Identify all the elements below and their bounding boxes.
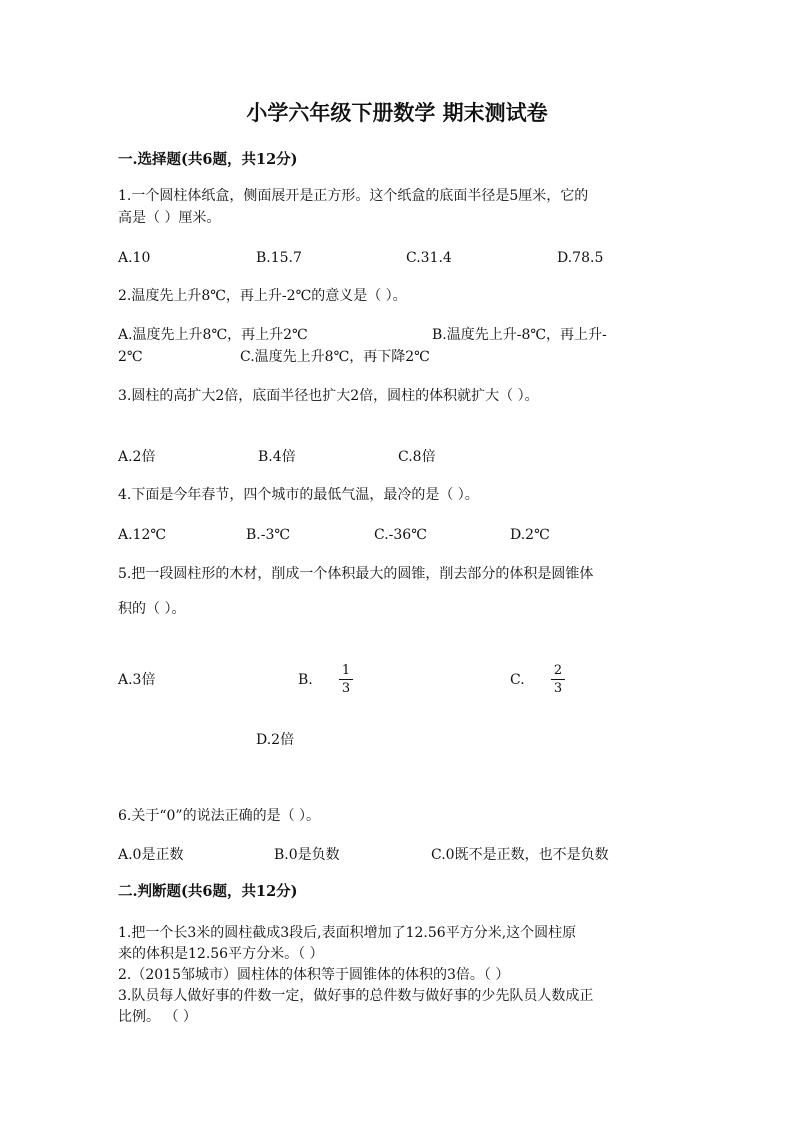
- q5-line2: 积的（ ）。: [118, 601, 186, 617]
- q3-text: 3.圆柱的高扩大2倍，底面半径也扩大2倍，圆柱的体积就扩大（ ）。: [118, 388, 539, 404]
- q1-line2: 高是（ ）厘米。: [118, 210, 221, 226]
- q5-option-b-numerator: 1: [341, 663, 351, 678]
- q2-option-b-cont: 2℃: [118, 349, 143, 365]
- q1-line1: 1.一个圆柱体纸盒，侧面展开是正方形。这个纸盒的底面半径是5厘米，它的: [118, 188, 589, 204]
- section1-heading: 一.选择题(共6题，共12分): [118, 151, 298, 168]
- q2-option-b: B.温度先上升-8℃，再上升-: [432, 327, 607, 343]
- s2-q1-line2: 来的体积是12.56平方分米。（ ）: [118, 946, 324, 962]
- q3-option-a: A.2倍: [118, 449, 156, 465]
- q4-option-c: C.-36℃: [374, 527, 427, 543]
- s2-q1-line1: 1.把一个长3米的圆柱截成3段后,表面积增加了12.56平方分米,这个圆柱原: [118, 925, 577, 941]
- q5-option-a: A.3倍: [118, 672, 156, 688]
- q6-text: 6.关于“0”的说法正确的是（ ）。: [118, 808, 321, 824]
- q5-line1: 5.把一段圆柱形的木材，削成一个体积最大的圆锥，削去部分的体积是圆锥体: [118, 566, 594, 582]
- q2-text: 2.温度先上升8℃，再上升-2℃的意义是（ ）。: [118, 288, 407, 304]
- q1-option-c: C.31.4: [406, 250, 452, 266]
- q2-option-a: A.温度先上升8℃，再上升2℃: [118, 327, 308, 343]
- s2-q3-line2: 比例。 （ ）: [118, 1009, 197, 1025]
- q4-option-b: B.-3℃: [246, 527, 291, 543]
- q5-option-c-fraction: [551, 663, 565, 696]
- q6-option-c: C.0既不是正数，也不是负数: [431, 847, 609, 863]
- q5-option-b-label: B.: [298, 672, 313, 688]
- page-title: 小学六年级下册数学 期末测试卷: [246, 100, 548, 125]
- q5-option-b-fraction: [339, 663, 353, 696]
- section2-heading: 二.判断题(共6题，共12分): [118, 883, 298, 900]
- s2-q3-line1: 3.队员每人做好事的件数一定，做好事的总件数与做好事的少先队员人数成正: [118, 988, 594, 1004]
- q3-option-b: B.4倍: [258, 449, 296, 465]
- q5-option-b-denominator: 3: [341, 681, 351, 696]
- q1-option-b: B.15.7: [256, 250, 302, 266]
- q1-option-a: A.10: [118, 250, 151, 266]
- q5-option-d: D.2倍: [256, 732, 295, 748]
- fraction-bar: [551, 679, 565, 680]
- q5-option-c-numerator: 2: [553, 663, 563, 678]
- q6-option-b: B.0是负数: [274, 847, 340, 863]
- q1-option-d: D.78.5: [557, 250, 604, 266]
- q3-option-c: C.8倍: [398, 449, 436, 465]
- q4-text: 4.下面是今年春节，四个城市的最低气温，最冷的是（ ）。: [118, 487, 479, 503]
- q6-option-a: A.0是正数: [118, 847, 184, 863]
- q2-option-c: C.温度先上升8℃，再下降2℃: [240, 349, 430, 365]
- fraction-bar: [339, 679, 353, 680]
- q5-option-c-label: C.: [510, 672, 525, 688]
- q4-option-a: A.12℃: [118, 527, 167, 543]
- q5-option-c-denominator: 3: [553, 681, 563, 696]
- s2-q2-text: 2.（2015邹城市）圆柱体的体积等于圆锥体的体积的3倍。（ ）: [118, 967, 510, 983]
- q4-option-d: D.2℃: [510, 527, 550, 543]
